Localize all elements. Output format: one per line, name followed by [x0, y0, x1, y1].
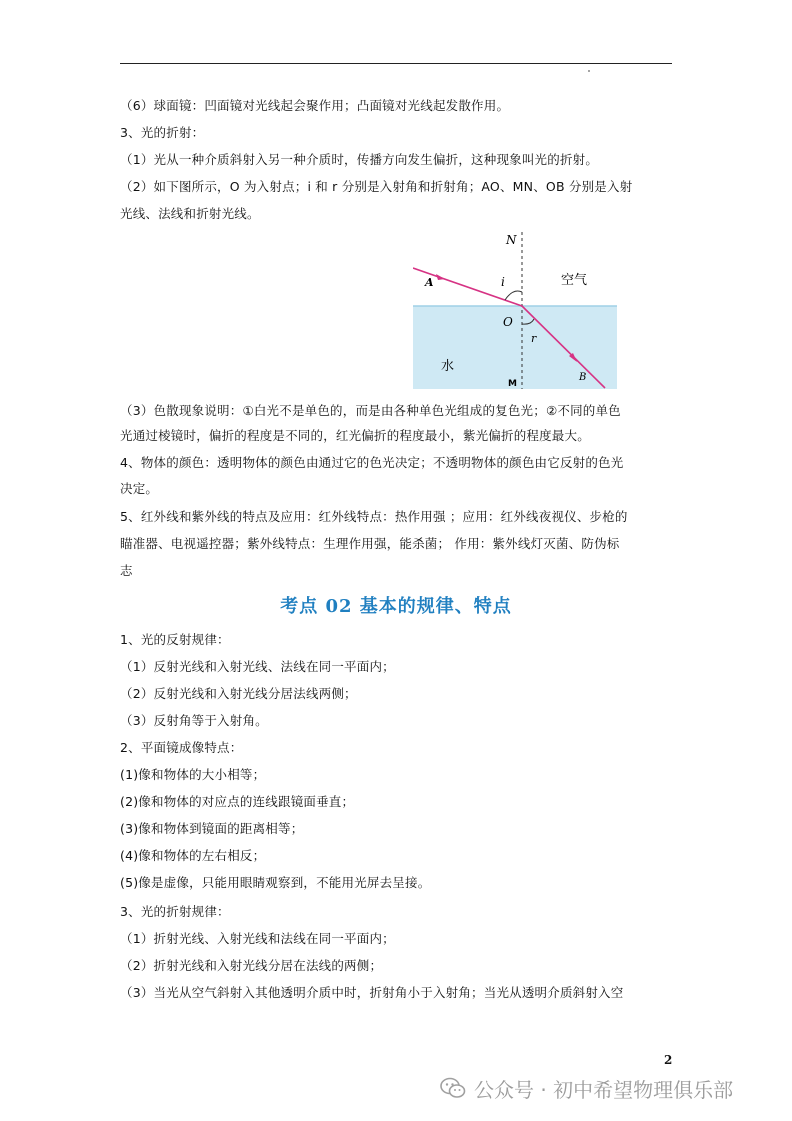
- text-line: 志: [120, 563, 133, 578]
- label-O: O: [503, 315, 513, 329]
- text-line: （2）如下图所示，O 为入射点；i 和 r 分别是入射角和折射角；AO、MN、OB 分别是入射: [120, 179, 633, 194]
- water-region: [413, 306, 617, 389]
- label-M: M: [508, 379, 517, 389]
- text-line: 4、物体的颜色：透明物体的颜色由通过它的色光决定；不透明物体的颜色由它反射的色光: [120, 455, 624, 470]
- label-r: r: [531, 332, 537, 345]
- text-line: (3)像和物体到镜面的距离相等；: [120, 821, 304, 836]
- text-line: （3）色散现象说明：①白光不是单色的，而是由各种单色光组成的复色光；②不同的单色: [120, 403, 621, 418]
- text-line: 瞄准器、电视遥控器；紫外线特点：生理作用强，能杀菌； 作用：紫外线灯灭菌、防伪标: [120, 536, 620, 551]
- text-line: （1）光从一种介质斜射入另一种介质时，传播方向发生偏折，这种现象叫光的折射。: [120, 152, 599, 167]
- text-line: 2、平面镜成像特点：: [120, 740, 243, 755]
- label-water: 水: [441, 359, 455, 374]
- text-line: 1、光的反射规律：: [120, 632, 230, 647]
- text-line: （6）球面镜：凹面镜对光线起会聚作用；凸面镜对光线起发散作用。: [120, 98, 510, 113]
- label-air: 空气: [561, 273, 588, 288]
- text-line: （3）当光从空气斜射入其他透明介质中时，折射角小于入射角；当光从透明介质斜射入空: [120, 985, 624, 1000]
- page-number: 2: [664, 1053, 673, 1067]
- text-line: (5)像是虚像，只能用眼睛观察到，不能用光屏去呈接。: [120, 875, 431, 890]
- watermark-footer: [440, 1073, 780, 1103]
- text-line: （1）反射光线和入射光线、法线在同一平面内；: [120, 659, 395, 674]
- text-line: 光通过棱镜时，偏折的程度是不同的，红光偏折的程度最小，紫光偏折的程度最大。: [120, 428, 590, 443]
- label-N: N: [506, 233, 517, 247]
- header-rule: [120, 63, 672, 64]
- label-i: i: [501, 275, 505, 289]
- wechat-icon: [440, 1077, 466, 1099]
- text-line: 决定。: [120, 481, 159, 496]
- text-line: （2）折射光线和入射光线分居在法线的两侧；: [120, 958, 383, 973]
- footer-text: 公众号 · 初中希望物理俱乐部: [474, 1077, 734, 1102]
- text-line: (4)像和物体的左右相反；: [120, 848, 266, 863]
- text-line: (1)像和物体的大小相等；: [120, 767, 266, 782]
- angle-i-arc: [505, 291, 522, 300]
- text-line: （3）反射角等于入射角。: [120, 713, 268, 728]
- incident-arrow: [436, 274, 445, 280]
- text-line: (2)像和物体的对应点的连线跟镜面垂直；: [120, 794, 355, 809]
- text-line: 3、光的折射：: [120, 125, 205, 140]
- text-line: 3、光的折射规律：: [120, 904, 230, 919]
- label-A: A: [425, 276, 434, 289]
- label-B: B: [579, 372, 587, 383]
- text-line: 光线、法线和折射光线。: [120, 206, 260, 221]
- refraction-diagram: [413, 228, 617, 389]
- text-line: 5、红外线和紫外线的特点及应用：红外线特点：热作用强 ；应用：红外线夜视仪、步枪的: [120, 509, 628, 524]
- text-line: （1）折射光线、入射光线和法线在同一平面内；: [120, 931, 395, 946]
- header-dot: [588, 70, 590, 72]
- section-title: 考点 02 基本的规律、特点: [280, 596, 512, 617]
- text-line: （2）反射光线和入射光线分居法线两侧；: [120, 686, 357, 701]
